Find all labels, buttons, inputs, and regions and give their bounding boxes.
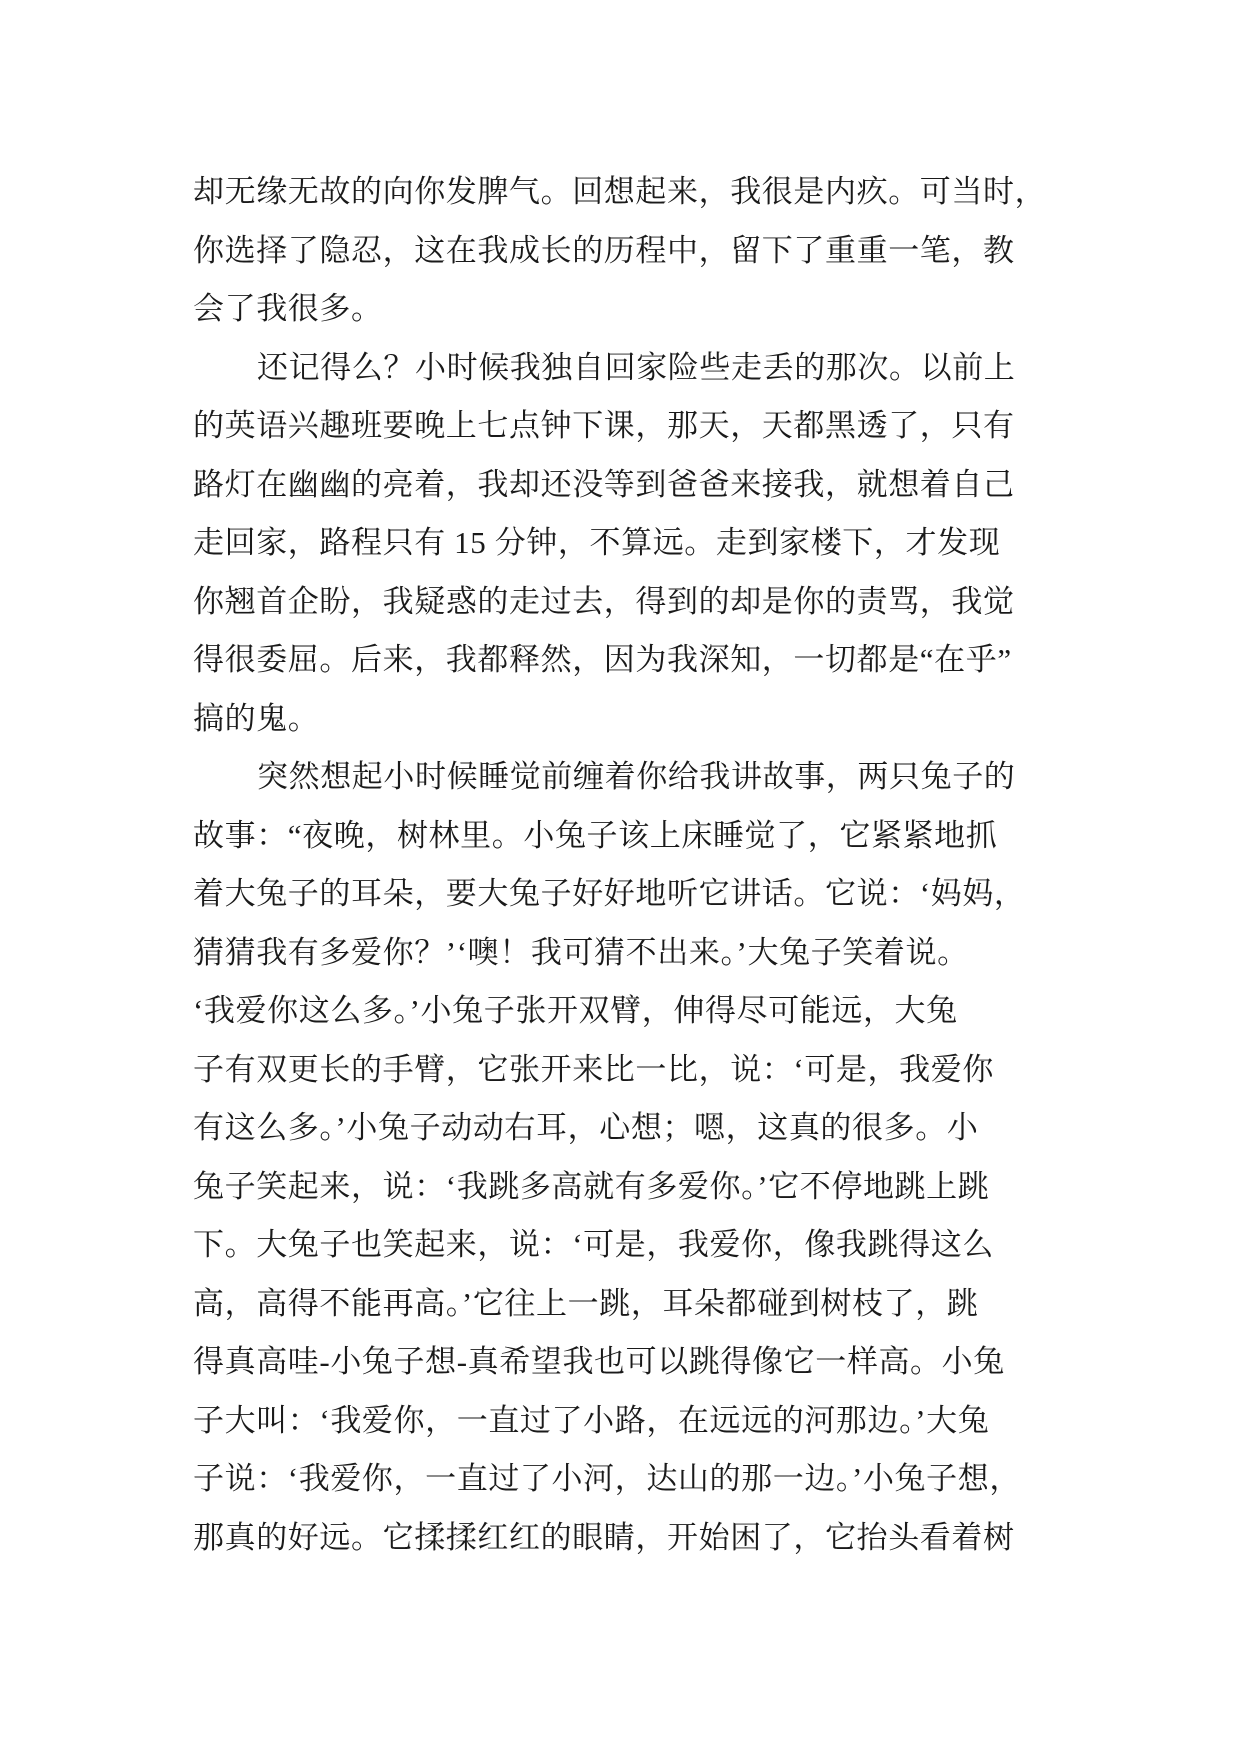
document-body [193,163,1053,1567]
text-line: 子有双更长的手臂，它张开来比一比，说：‘可是，我爱你 [193,1051,994,1087]
paragraph-3 [193,748,1053,1567]
text-line: 有这么多。’小兔子动动右耳，心想；嗯，这真的很多。小 [193,1110,979,1145]
text-line: 会了我很多。 [193,291,383,326]
text-line: 得很委屈。后来，我都释然，因为我深知，一切都是“在乎” [193,642,1012,677]
text-line: 兔子笑起来，说：‘我跳多高就有多爱你。’它不停地跳上跳 [193,1168,990,1204]
text-line: 下。大兔子也笑起来，说：‘可是，我爱你，像我跳得这么 [193,1227,994,1262]
text-line-indented: 还记得么？小时候我独自回家险些走丢的那次。以前上 [257,349,1016,385]
text-line: 子说：‘我爱你，一直过了小河，达山的那一边。’小兔子想， [193,1461,1021,1496]
text-line: 那真的好远。它揉揉红红的眼睛，开始困了，它抬头看着树 [193,1519,1015,1555]
text-line: 子大叫：‘我爱你，一直过了小路，在远远的河那边。’大兔 [193,1402,990,1438]
text-line-indented: 突然想起小时候睡觉前缠着你给我讲故事，两只兔子的 [257,759,1016,794]
text-line: ‘我爱你这么多。’小兔子张开双臂，伸得尽可能远，大兔 [193,993,958,1028]
text-line: 着大兔子的耳朵，要大兔子好好地听它讲话。它说：‘妈妈， [193,876,1026,911]
text-line: 你翘首企盼，我疑惑的走过去，得到的却是你的责骂，我觉 [193,583,1015,619]
text-line: 却无缘无故的向你发脾气。回想起来，我很是内疚。可当时， [193,174,1047,209]
text-line: 猜猜我有多爱你？’‘噢！我可猜不出来。’大兔子笑着说。 [193,934,969,970]
paragraph-2 [193,339,1053,749]
text-line: 得真高哇-小兔子想-真希望我也可以跳得像它一样高。小兔 [193,1344,1005,1379]
paragraph-1 [193,163,1053,339]
text-line: 故事：“夜晚，树林里。小兔子该上床睡觉了，它紧紧地抓 [193,817,998,853]
text-line: 你选择了隐忍，这在我成长的历程中，留下了重重一笔，教 [193,232,1015,268]
text-line: 走回家，路程只有 15 分钟，不算远。走到家楼下，才发现 [193,525,1001,560]
text-line: 高，高得不能再高。’它往上一跳，耳朵都碰到树枝了，跳 [193,1285,979,1321]
text-line: 搞的鬼。 [193,700,320,736]
text-line: 路灯在幽幽的亮着，我却还没等到爸爸来接我，就想着自己 [193,466,1015,502]
text-line: 的英语兴趣班要晚上七点钟下课，那天，天都黑透了，只有 [193,408,1015,443]
